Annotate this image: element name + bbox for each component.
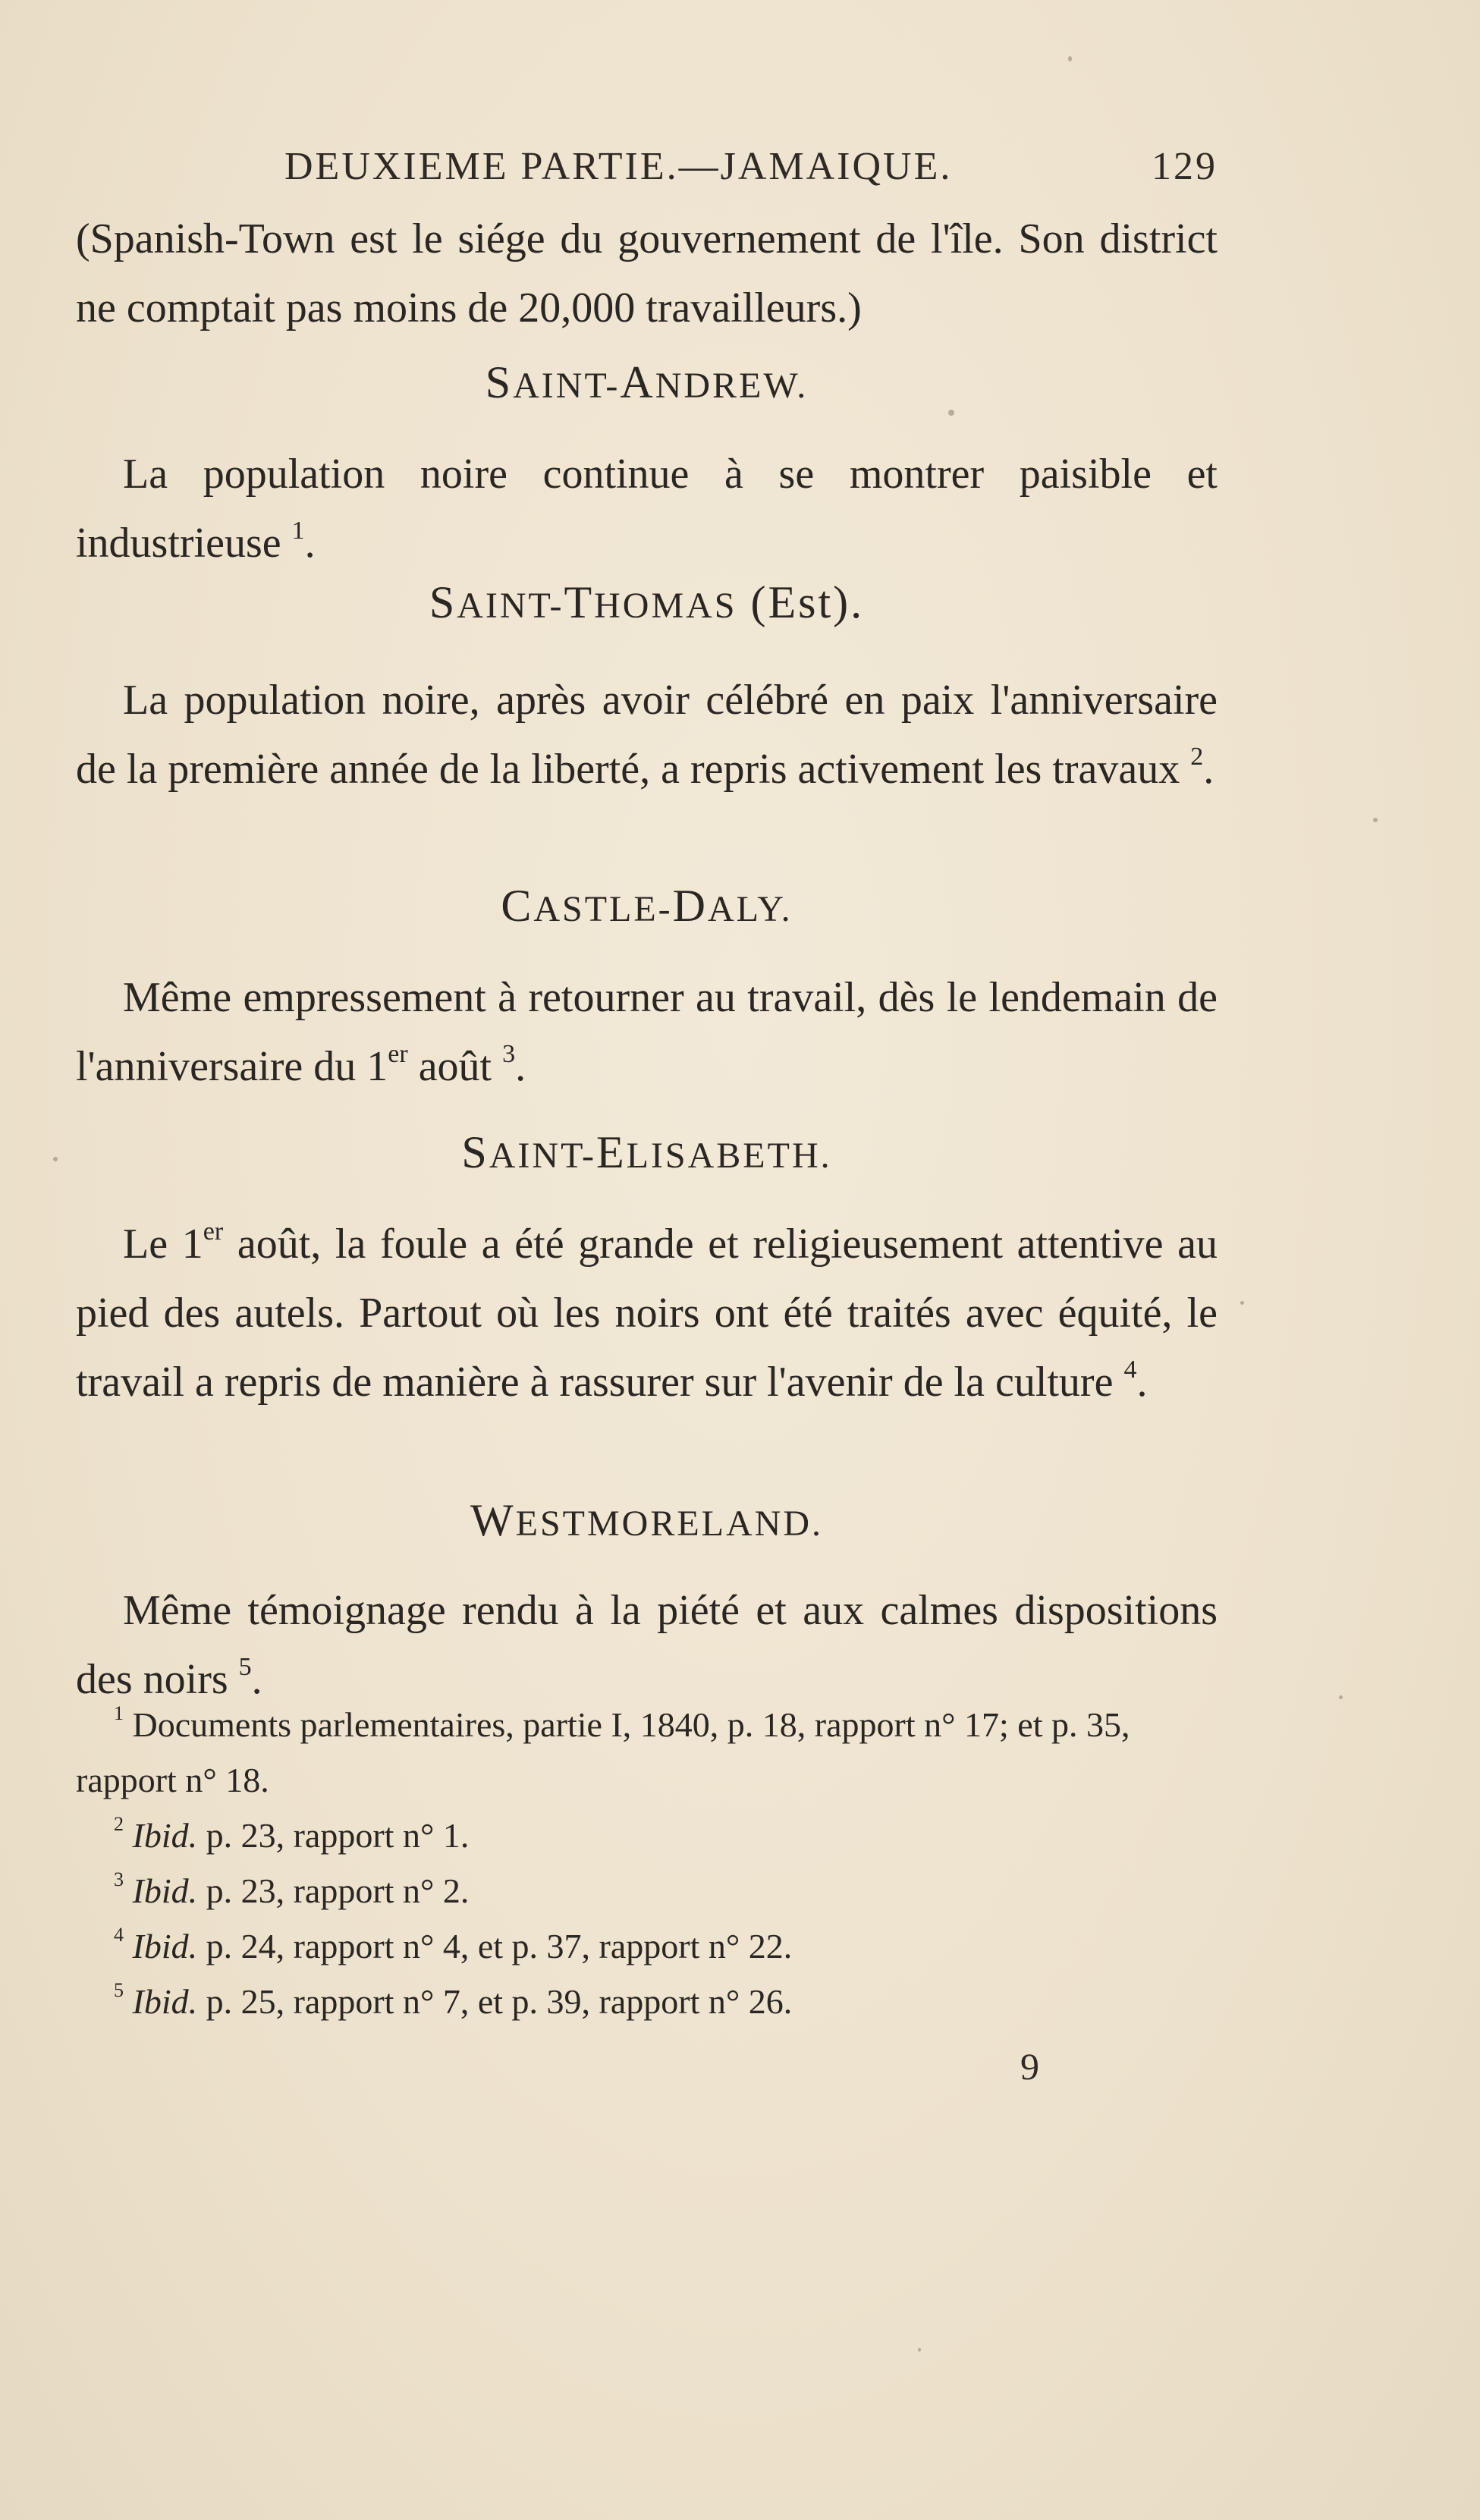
footnote-ref: 5	[238, 1653, 252, 1682]
heading-castle-daly: CASTLE-DALY.	[501, 881, 793, 931]
paragraph-saint-elisabeth: Le 1er août, la foule a été grande et religieusement attentive au pied des autels. Partout où les noirs ont été traités avec équité, le travail a repris de manière à rassurer sur l'avenir de la culture $^4$.	[76, 1218, 1218, 1406]
footnote-ref: 2	[1190, 743, 1204, 771]
paper-speck	[53, 1157, 58, 1161]
paper-speck	[948, 410, 954, 416]
paragraph-spanish-town-block	[76, 205, 1218, 343]
section-saint-elisabeth	[76, 1126, 1218, 1179]
running-title: DEUXIEME PARTIE.—JAMAIQUE.	[284, 145, 953, 188]
page-number: 129	[1152, 145, 1218, 188]
section-saint-thomas	[76, 577, 1218, 629]
paper-speck	[1240, 1301, 1244, 1305]
running-header	[284, 144, 1218, 197]
paragraph-saint-elisabeth-block	[76, 1210, 1218, 1417]
footnote-ref: 3	[502, 1040, 516, 1069]
heading-westmoreland: WESTMORELAND.	[470, 1495, 823, 1545]
paper-speck	[918, 2348, 921, 2352]
paper-speck	[1339, 1695, 1343, 1699]
paragraph-saint-thomas: La population noire, après avoir célébré en paix l'anniversaire de la première année de la liberté, a repris activement les travaux $^2$.	[76, 677, 1218, 793]
paragraph-westmoreland-block	[76, 1576, 1218, 1714]
signature-mark: 9	[1020, 2045, 1039, 2088]
paragraph-westmoreland: Même témoignage rendu à la piété et aux calmes dispositions des noirs $^5$.	[76, 1587, 1218, 1703]
footnote-4: $^4$ Ibid. p. 24, rapport n° 4, et p. 37, rapport n° 22.	[114, 1923, 793, 1965]
section-saint-andrew	[76, 357, 1218, 409]
footnotes	[76, 1697, 1218, 2029]
heading-saint-thomas: SAINT-THOMAS (Est).	[429, 577, 865, 627]
footnote-1: $^1$ Documents parlementaires, partie I, 1840, p. 18, rapport n° 17; et p. 35, rapport n° 18.	[76, 1701, 1130, 1799]
paper-speck	[1373, 818, 1378, 822]
footnote-ref: 4	[1123, 1356, 1137, 1384]
paragraph-saint-andrew-block	[76, 440, 1218, 578]
section-castle-daly	[76, 880, 1218, 932]
paragraph-castle-daly-block	[76, 963, 1218, 1101]
paper-speck	[1068, 56, 1072, 61]
heading-saint-andrew: SAINT-ANDREW.	[485, 357, 809, 407]
footnote-2: $^2$ Ibid. p. 23, rapport n° 1.	[114, 1812, 470, 1855]
footnote-ref: 1	[291, 517, 305, 545]
paragraph-saint-thomas-block	[76, 666, 1218, 804]
paragraph-saint-andrew: La population noire continue à se montrer paisible et industrieuse $^1$.	[76, 451, 1218, 567]
footnote-3: $^3$ Ibid. p. 23, rapport n° 2.	[114, 1868, 470, 1910]
footnote-5: $^5$ Ibid. p. 25, rapport n° 7, et p. 39, rapport n° 26.	[114, 1978, 793, 2021]
paragraph-castle-daly: Même empressement à retourner au travail, dès le lendemain de l'anniversaire du 1er août $^3$.	[76, 974, 1218, 1090]
section-westmoreland	[76, 1494, 1218, 1547]
paragraph-spanish-town: (Spanish-Town est le siége du gouvernement de l'île. Son district ne comptait pas moins de 20,000 travailleurs.)	[76, 215, 1218, 331]
heading-saint-elisabeth: SAINT-ELISABETH.	[461, 1127, 832, 1177]
